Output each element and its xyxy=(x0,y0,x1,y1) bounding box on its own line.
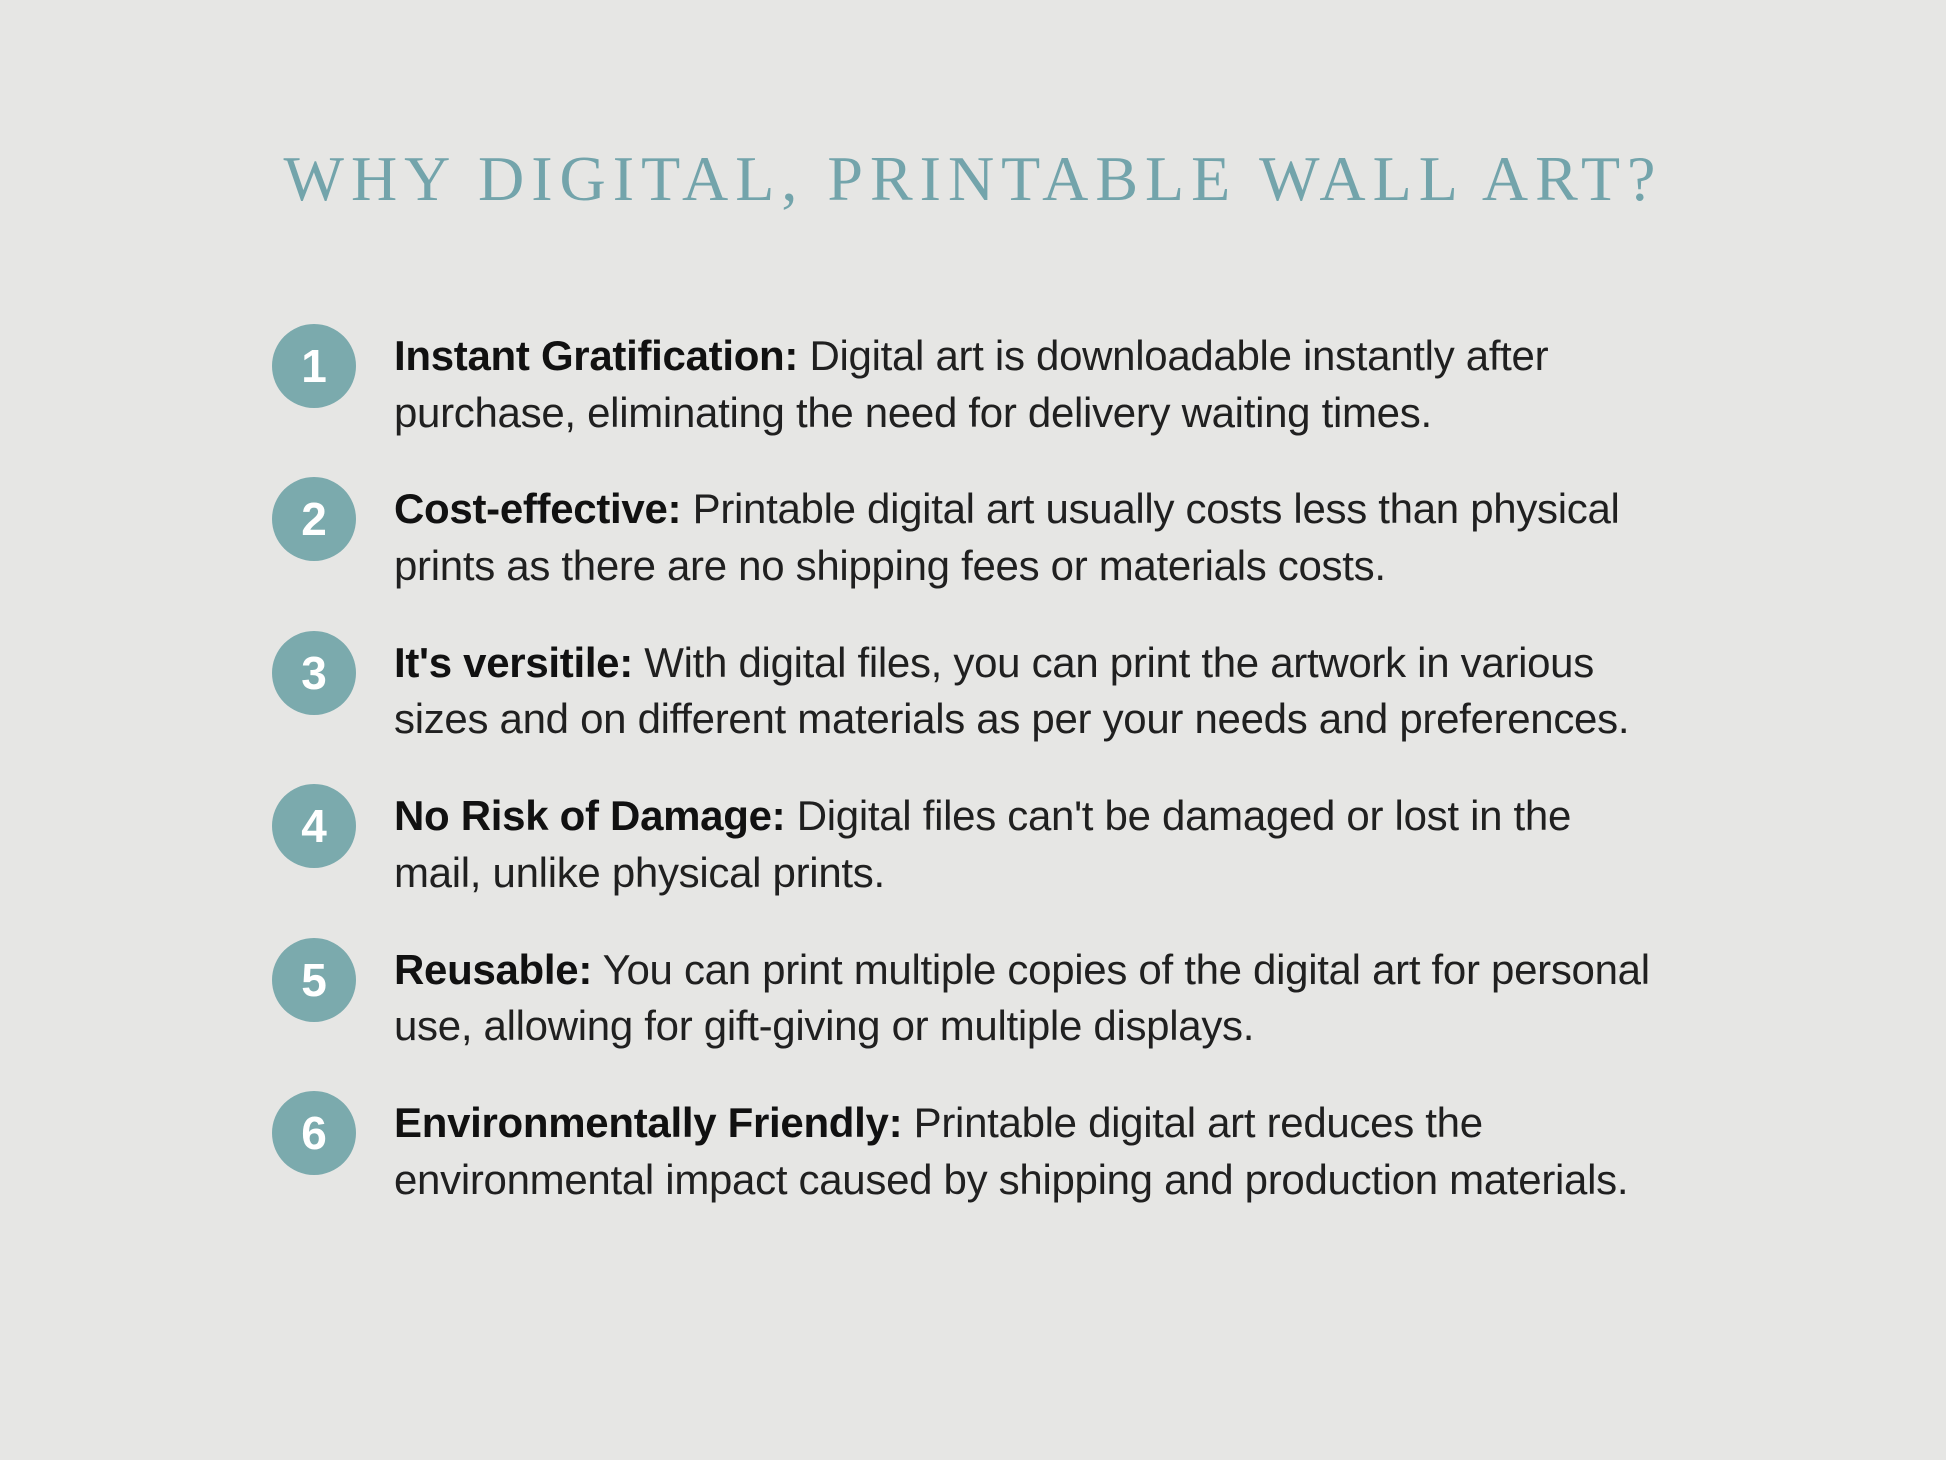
badge-number: 6 xyxy=(301,1106,327,1159)
benefit-label: No Risk of Damage: xyxy=(394,792,786,840)
list-item xyxy=(272,635,1672,748)
benefit-body: Printable digital art usually costs less than physical prints as there are no shipping fees or materials costs. xyxy=(394,485,1620,590)
list-item xyxy=(272,1095,1672,1208)
benefit-text xyxy=(394,942,1664,1055)
benefit-body: Digital files can't be damaged or lost in the mail, unlike physical prints. xyxy=(394,792,1572,896)
badge-number: 4 xyxy=(301,800,327,853)
benefit-body: With digital files, you can print the artwork in various sizes and on different materials as per your needs and preferences. xyxy=(394,638,1630,743)
benefit-body: You can print multiple copies of the digital art for personal use, allowing for gift-giving or multiple displays. xyxy=(394,945,1650,1050)
benefit-label: Instant Gratification: xyxy=(394,332,799,379)
benefit-body: Digital art is downloadable instantly after purchase, eliminating the need for delivery waiting times. xyxy=(394,332,1549,436)
benefit-label: Environmentally Friendly: xyxy=(394,1098,903,1146)
benefit-text xyxy=(394,1095,1664,1208)
list-item xyxy=(272,481,1672,594)
number-badge xyxy=(272,324,356,408)
page-title: WHY DIGITAL, PRINTABLE WALL ART? xyxy=(283,143,1663,214)
number-badge xyxy=(272,938,356,1022)
list-item xyxy=(272,788,1672,901)
badge-number: 5 xyxy=(301,953,327,1006)
number-badge xyxy=(272,477,356,561)
benefit-text xyxy=(394,788,1664,901)
benefit-label: Cost-effective: xyxy=(394,485,682,533)
benefit-body: Printable digital art reduces the environmental impact caused by shipping and production materials. xyxy=(394,1098,1629,1203)
benefit-label: Reusable: xyxy=(394,945,593,993)
list-item xyxy=(272,328,1672,441)
number-badge xyxy=(272,631,356,715)
number-badge xyxy=(272,1091,356,1175)
benefit-text xyxy=(394,481,1664,594)
badge-number: 2 xyxy=(301,493,327,546)
list-item xyxy=(272,942,1672,1055)
benefits-list xyxy=(272,328,1672,1208)
number-badge xyxy=(272,784,356,868)
benefit-label: It's versitile: xyxy=(394,638,633,686)
benefit-text xyxy=(394,635,1664,748)
benefit-text xyxy=(394,328,1664,441)
badge-number: 1 xyxy=(301,340,327,392)
badge-number: 3 xyxy=(301,646,327,699)
